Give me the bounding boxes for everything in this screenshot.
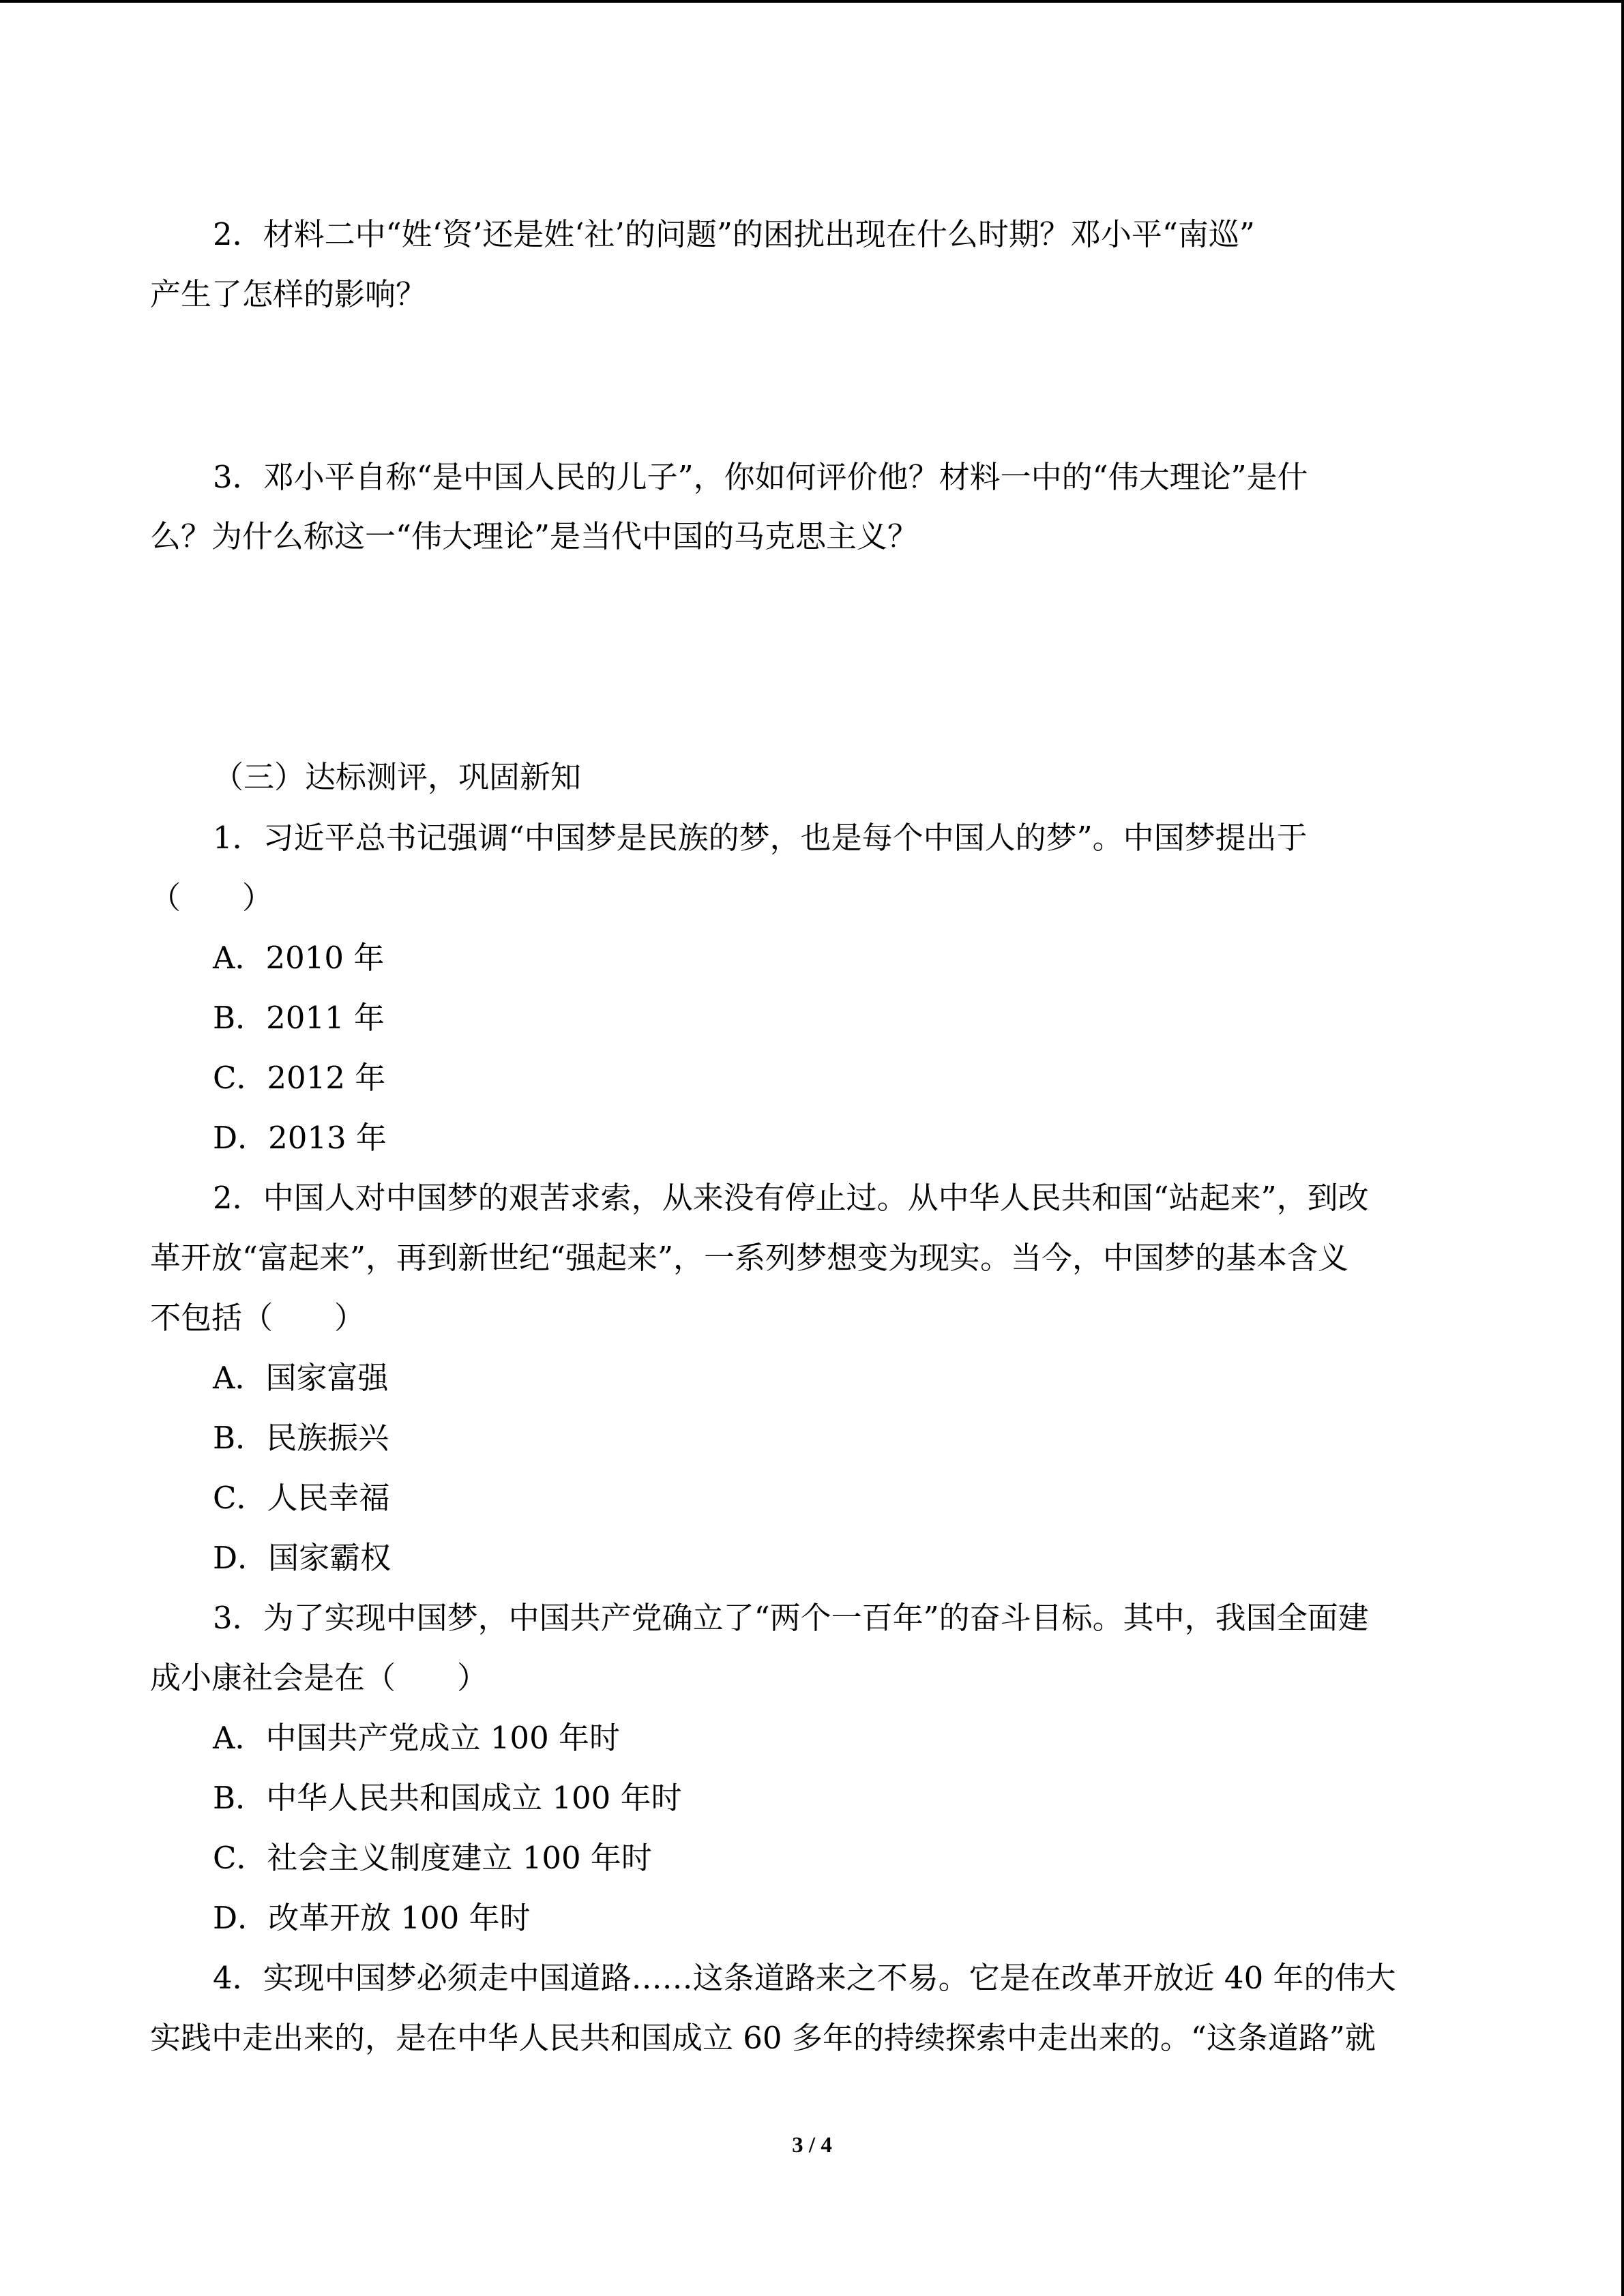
page-border-right (1621, 0, 1624, 2296)
test-question-4-line-1: 4．实现中国梦必须走中国道路……这条道路来之不易。它是在改革开放近 40 年的伟大 (213, 1960, 1396, 1996)
page-number: 3 / 4 (792, 2133, 832, 2158)
test-question-3-line-1: 3．为了实现中国梦，中国共产党确立了“两个一百年”的奋斗目标。其中，我国全面建 (213, 1600, 1369, 1636)
test-question-4-line-2: 实践中走出来的，是在中华人民共和国成立 60 多年的持续探索中走出来的。“这条道路”就 (150, 2020, 1376, 2056)
test-question-3-line-2: 成小康社会是在（ ） (150, 1660, 488, 1696)
review-question-3-line-2: 么？为什么称这一“伟大理论”是当代中国的马克思主义？ (150, 518, 919, 554)
section-heading: （三）达标测评，巩固新知 (213, 759, 582, 795)
test-question-2-option-c: C．人民幸福 (213, 1480, 390, 1516)
test-question-1-line-2: （ ） (150, 880, 274, 916)
test-question-1-option-b: B．2011 年 (213, 1000, 385, 1036)
test-question-2-line-1: 2．中国人对中国梦的艰苦求索，从来没有停止过。从中华人民共和国“站起来”，到改 (213, 1180, 1369, 1216)
review-question-2-line-1: 2．材料二中“姓‘资’还是姓‘社’的问题”的困扰出现在什么时期？邓小平“南巡” (213, 216, 1255, 252)
review-question-2-line-2: 产生了怎样的影响？ (150, 276, 427, 312)
review-question-3-line-1: 3．邓小平自称“是中国人民的儿子”，你如何评价他？材料一中的“伟大理论”是什 (213, 459, 1308, 495)
test-question-3-option-d: D．改革开放 100 年时 (213, 1900, 531, 1936)
test-question-2-option-a: A．国家富强 (213, 1360, 389, 1396)
test-question-1-line-1: 1．习近平总书记强调“中国梦是民族的梦，也是每个中国人的梦”。中国梦提出于 (213, 820, 1308, 856)
test-question-3-option-b: B．中华人民共和国成立 100 年时 (213, 1780, 682, 1816)
test-question-3-option-c: C．社会主义制度建立 100 年时 (213, 1840, 652, 1876)
test-question-2-line-3: 不包括（ ） (150, 1300, 366, 1336)
test-question-2-option-d: D．国家霸权 (213, 1540, 392, 1576)
test-question-3-option-a: A．中国共产党成立 100 年时 (213, 1720, 620, 1756)
test-question-1-option-d: D．2013 年 (213, 1120, 387, 1156)
test-question-1-option-a: A．2010 年 (213, 940, 385, 976)
test-question-2-option-b: B．民族振兴 (213, 1420, 389, 1456)
page-border-top (0, 0, 1624, 3)
test-question-1-option-c: C．2012 年 (213, 1060, 386, 1096)
test-question-2-line-2: 革开放“富起来”，再到新世纪“强起来”，一系列梦想变为现实。当今，中国梦的基本含义 (150, 1240, 1349, 1276)
